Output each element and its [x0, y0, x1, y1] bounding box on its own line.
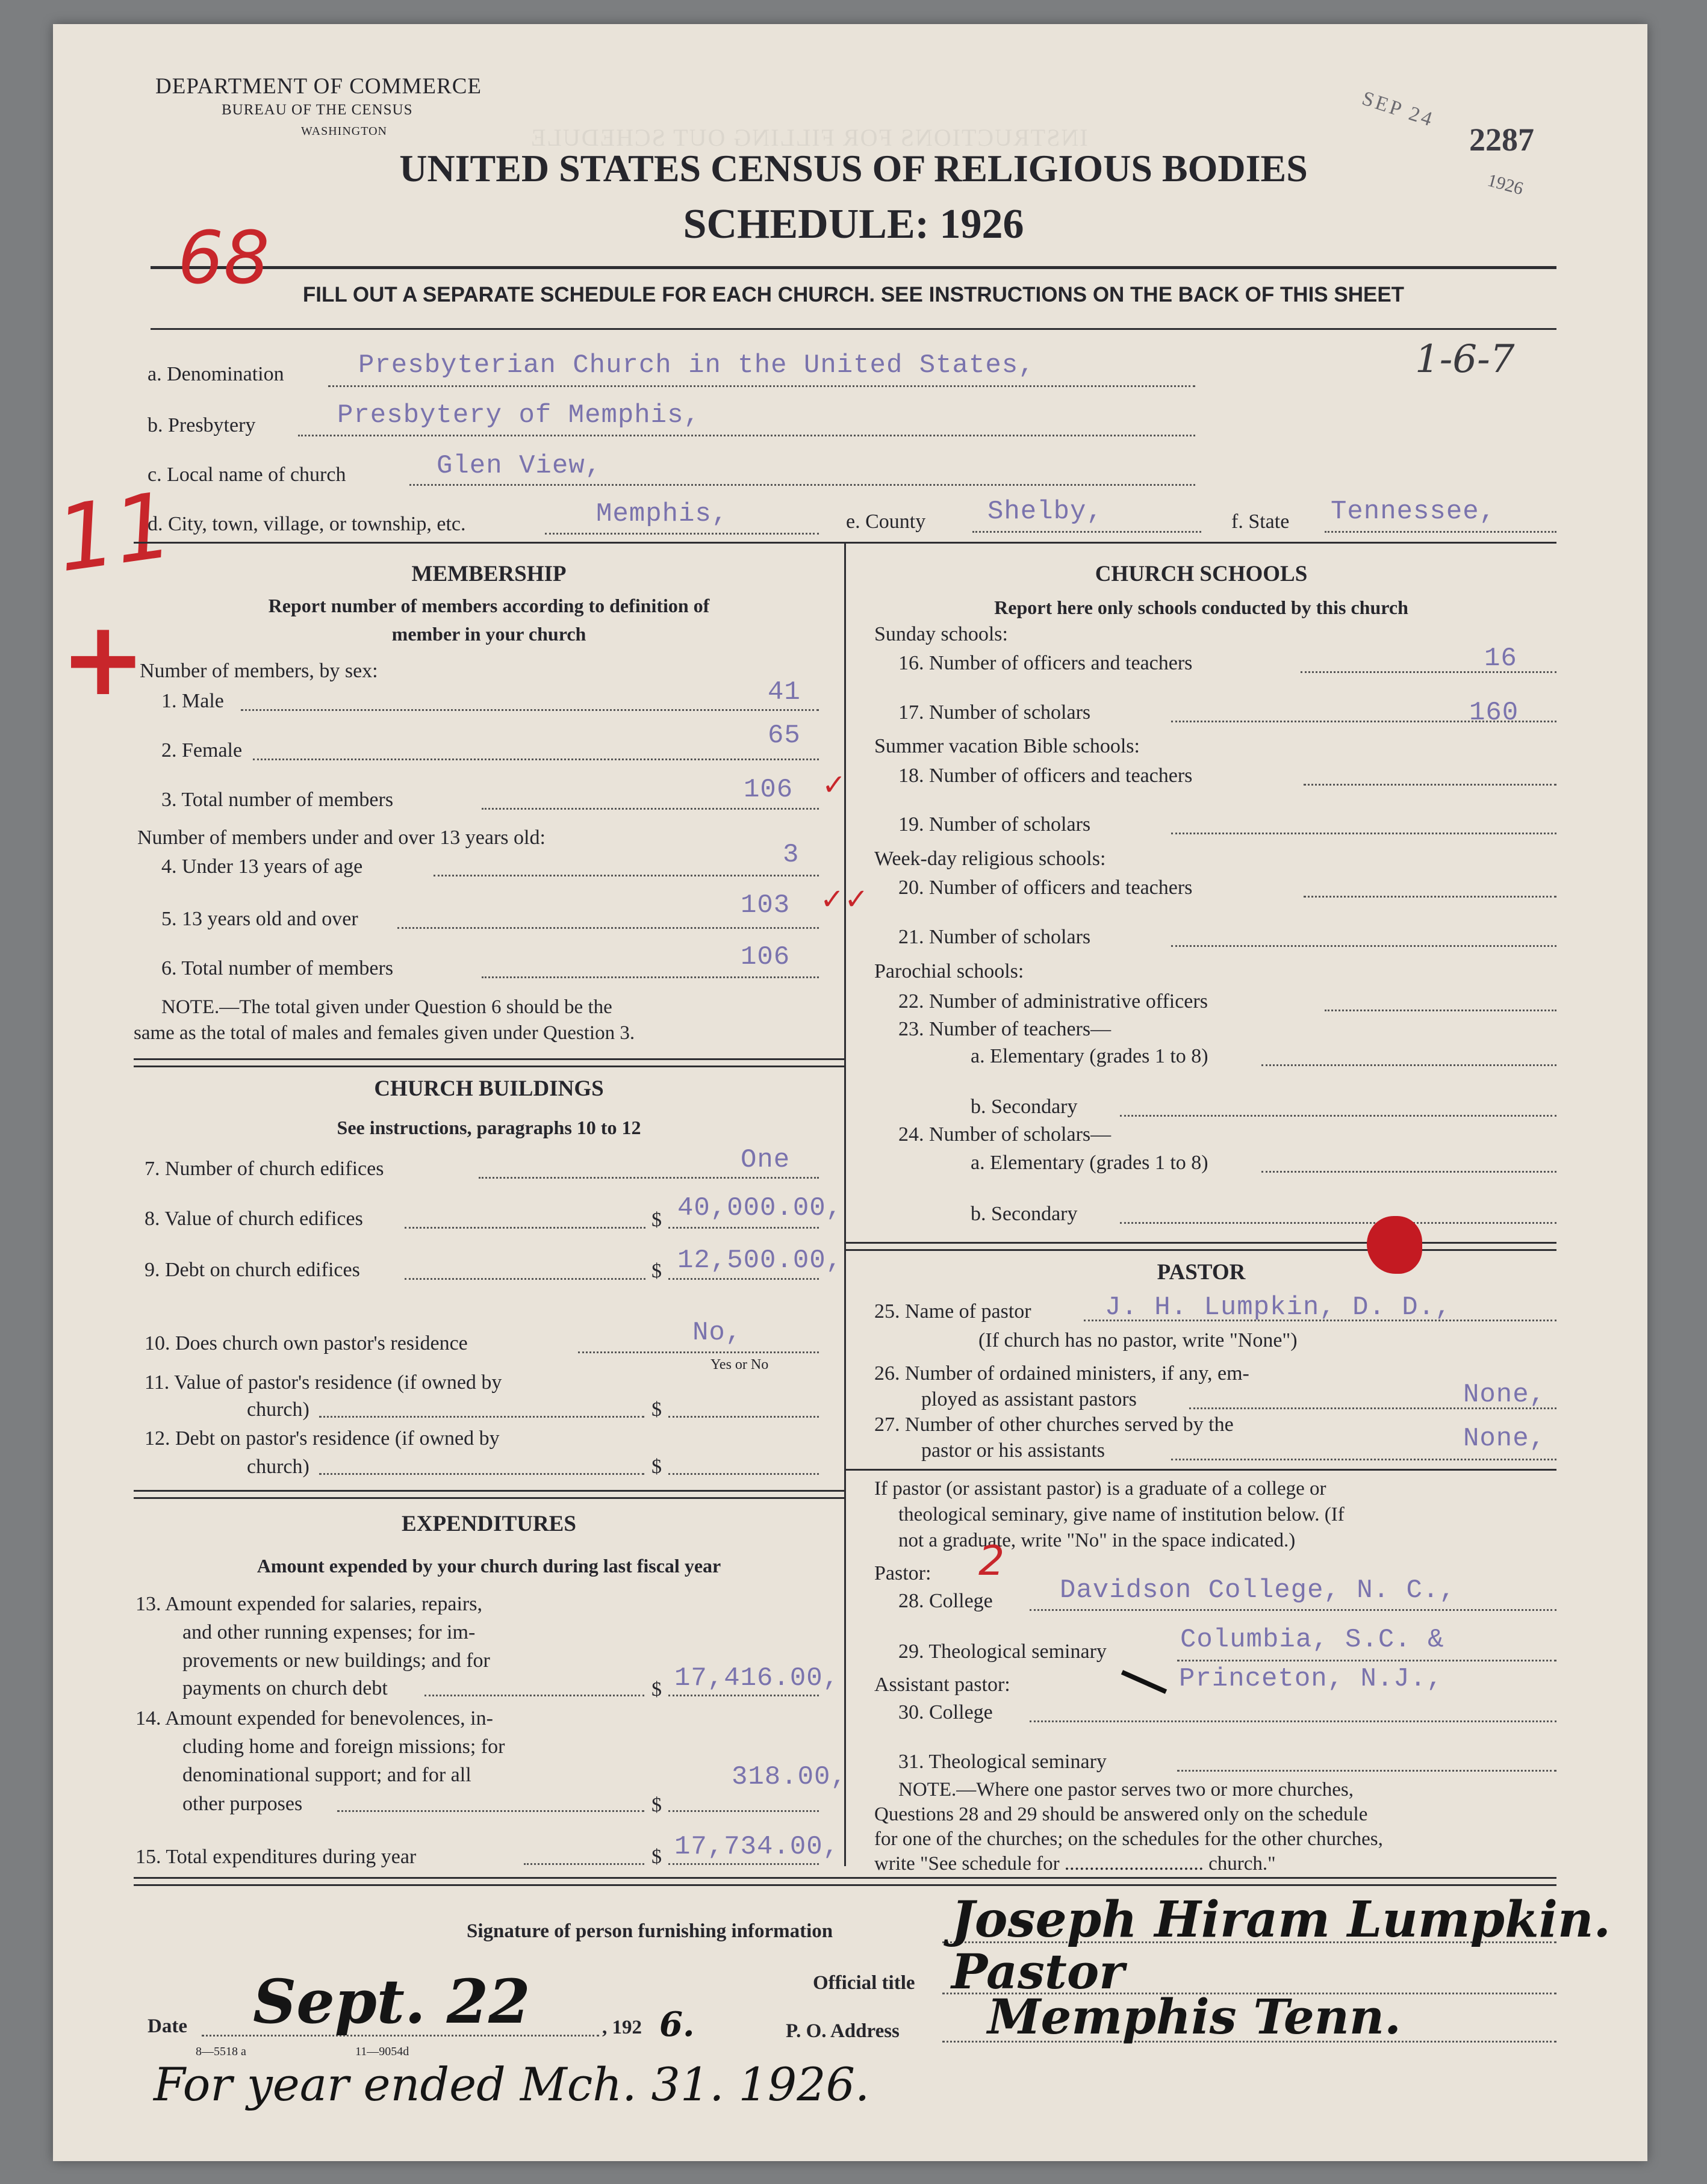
summer-scholars-label: 19. Number of scholars: [898, 813, 1091, 836]
denomination-label: a. Denomination: [148, 363, 284, 385]
form-title: UNITED STATES CENSUS OF RELIGIOUS BODIES: [399, 147, 1308, 190]
pastor-section-label: Pastor:: [874, 1562, 931, 1584]
pastor-note-2: Questions 28 and 29 should be answered only on the schedule: [874, 1804, 1368, 1825]
sunday-officers-value: 16: [1484, 644, 1517, 674]
column-divider: [844, 542, 846, 1866]
received-stamp-date: SEP 24: [1359, 87, 1437, 132]
membership-intro-1: Report number of members according to definition of: [268, 595, 710, 616]
schools-heading: CHURCH SCHOOLS: [1095, 562, 1308, 586]
over-13-value: 103: [741, 890, 791, 920]
sunday-scholars-label: 17. Number of scholars: [898, 701, 1091, 724]
total-members-value: 106: [744, 775, 794, 805]
total-expenditures-dollar: $: [651, 1846, 662, 1868]
owns-residence-value: No,: [692, 1318, 742, 1348]
form-number: 8—5518 a: [196, 2045, 246, 2058]
pastor-college-value: Davidson College, N. C.,: [1060, 1575, 1456, 1605]
pastor-seminary-value-1: Columbia, S.C. &: [1180, 1625, 1444, 1655]
edifices-count-label: 7. Number of church edifices: [145, 1158, 384, 1180]
assistant-ministers-label-2: ployed as assistant pastors: [921, 1388, 1137, 1410]
weekday-schools-label: Week-day religious schools:: [874, 848, 1106, 870]
pastor-name-hint: (If church has no pastor, write "None"): [978, 1329, 1298, 1351]
parochial-teachers-label: 23. Number of teachers—: [898, 1018, 1112, 1040]
fill-out-instruction: FILL OUT A SEPARATE SCHEDULE FOR EACH CHURCH. SEE INSTRUCTIONS ON THE BACK OF THIS SHEET: [302, 283, 1405, 306]
po-address-value: Memphis Tenn.: [987, 1988, 1401, 2045]
pastor-name-value: J. H. Lumpkin, D. D.,: [1105, 1292, 1452, 1323]
total-expenditures-amount: 17,734.00,: [674, 1832, 840, 1862]
male-label: 1. Male: [161, 690, 224, 712]
city-town-label: d. City, town, village, or township, etc.: [148, 513, 466, 535]
form-subtitle: SCHEDULE: 1926: [683, 201, 1024, 247]
pastor-name-label: 25. Name of pastor: [874, 1300, 1031, 1323]
handwritten-reference: 1-6-7: [1415, 337, 1515, 382]
total-members-label: 3. Total number of members: [161, 789, 394, 811]
state-label: f. State: [1231, 510, 1290, 533]
year-digit: 6.: [659, 2005, 695, 2044]
benevolences-label-2: cluding home and foreign missions; for: [182, 1736, 505, 1758]
assistant-pastor-label: Assistant pastor:: [874, 1674, 1010, 1696]
header-rule-2: [151, 328, 1556, 330]
assistant-ministers-label-1: 26. Number of ordained ministers, if any, em-: [874, 1362, 1249, 1385]
red-two-mark: 2: [978, 1537, 1005, 1585]
scholars-secondary-label: b. Secondary: [971, 1203, 1078, 1225]
running-expenses-label-4: payments on church debt: [182, 1677, 388, 1699]
assistant-college-label: 30. College: [898, 1701, 993, 1723]
fiscal-year-note: For year ended Mch. 31. 1926.: [154, 2058, 870, 2111]
denomination-value: Presbyterian Church in the United States,: [358, 350, 1035, 380]
owns-residence-label: 10. Does church own pastor's residence: [145, 1332, 468, 1354]
local-name-label: c. Local name of church: [148, 464, 346, 486]
pastor-college-label: 28. College: [898, 1590, 993, 1612]
assistant-seminary-label: 31. Theological seminary: [898, 1751, 1107, 1773]
buildings-subheading: See instructions, paragraphs 10 to 12: [337, 1117, 641, 1138]
female-value: 65: [768, 721, 801, 751]
benevolences-label-3: denominational support; and for all: [182, 1764, 471, 1786]
department-label: DEPARTMENT OF COMMERCE: [155, 74, 482, 99]
running-expenses-label-3: provements or new buildings; and for: [182, 1649, 490, 1672]
graduate-note-3: not a graduate, write "No" in the space indicated.): [898, 1530, 1296, 1551]
benevolences-label-4: other purposes: [182, 1793, 303, 1815]
benevolences-amount: 318.00,: [732, 1762, 847, 1792]
running-expenses-amount: 17,416.00,: [674, 1663, 840, 1693]
residence-debt-dollar: $: [651, 1456, 662, 1478]
residence-value-label-2: church): [247, 1398, 309, 1421]
red-plus-mark: +: [60, 600, 146, 719]
local-name-value: Glen View,: [437, 451, 602, 481]
pastor-seminary-label: 29. Theological seminary: [898, 1640, 1107, 1663]
female-label: 2. Female: [161, 739, 243, 762]
expenditures-heading: EXPENDITURES: [402, 1512, 576, 1536]
assistant-ministers-value: None,: [1463, 1380, 1546, 1410]
parochial-scholars-label: 24. Number of scholars—: [898, 1123, 1112, 1146]
pastor-note-1: NOTE.—Where one pastor serves two or more churches,: [898, 1779, 1354, 1801]
benevolences-dollar: $: [651, 1794, 662, 1816]
other-churches-value: None,: [1463, 1424, 1546, 1454]
po-address-label: P. O. Address: [786, 2020, 900, 2042]
header-rule: [151, 266, 1556, 269]
graduate-note-2: theological seminary, give name of institution below. (If: [898, 1504, 1345, 1525]
signature-label: Signature of person furnishing information: [467, 1920, 833, 1942]
membership-heading: MEMBERSHIP: [411, 562, 567, 586]
running-expenses-label-1: 13. Amount expended for salaries, repairs,: [135, 1593, 482, 1615]
print-number: 11—9054d: [355, 2045, 409, 2058]
teachers-secondary-label: b. Secondary: [971, 1096, 1078, 1118]
red-file-number: 68: [178, 217, 270, 300]
sunday-schools-label: Sunday schools:: [874, 623, 1008, 645]
pastor-note-3: for one of the churches; on the schedules for the other churches,: [874, 1828, 1383, 1850]
pastor-note-4: write "See schedule for ............................ church.": [874, 1853, 1276, 1875]
teachers-elementary-label: a. Elementary (grades 1 to 8): [971, 1045, 1208, 1067]
total-expenditures-label: 15. Total expenditures during year: [135, 1846, 417, 1868]
parochial-admin-label: 22. Number of administrative officers: [898, 990, 1208, 1013]
age-breakdown-label: Number of members under and over 13 years old:: [137, 827, 546, 849]
membership-note-2: same as the total of males and females given under Question 3.: [134, 1022, 635, 1044]
year-prefix: , 192: [602, 2017, 642, 2038]
membership-intro-2: member in your church: [391, 623, 586, 645]
graduate-note-1: If pastor (or assistant pastor) is a graduate of a college or: [874, 1478, 1326, 1500]
sunday-officers-label: 16. Number of officers and teachers: [898, 652, 1193, 674]
edifices-value-label: 8. Value of church edifices: [145, 1208, 363, 1230]
edifices-debt-label: 9. Debt on church edifices: [145, 1259, 360, 1281]
over-13-label: 5. 13 years old and over: [161, 908, 358, 930]
residence-value-dollar: $: [651, 1398, 662, 1421]
total-members-6-value: 106: [741, 942, 791, 972]
other-churches-label-1: 27. Number of other churches served by the: [874, 1413, 1234, 1436]
edifices-count-value: One: [741, 1145, 791, 1175]
received-stamp-year: 1926: [1485, 170, 1526, 199]
under-13-value: 3: [783, 840, 800, 870]
edifices-value-dollar: $: [651, 1209, 662, 1231]
presbytery-label: b. Presbytery: [148, 414, 256, 436]
membership-note-1: NOTE.—The total given under Question 6 should be the: [161, 996, 612, 1018]
state-value: Tennessee,: [1331, 497, 1496, 527]
bureau-label: BUREAU OF THE CENSUS: [222, 102, 413, 118]
residence-value-label-1: 11. Value of pastor's residence (if owned by: [145, 1371, 502, 1394]
buildings-heading: CHURCH BUILDINGS: [374, 1076, 604, 1101]
schools-subheading: Report here only schools conducted by this church: [994, 597, 1408, 618]
summer-officers-label: 18. Number of officers and teachers: [898, 765, 1193, 787]
running-expenses-dollar: $: [651, 1678, 662, 1701]
edifices-debt-amount: 12,500.00,: [677, 1246, 843, 1276]
official-title-value: Pastor: [951, 1943, 1125, 2000]
parochial-schools-label: Parochial schools:: [874, 960, 1024, 982]
county-label: e. County: [846, 510, 926, 533]
red-check-mark: ✓: [822, 768, 847, 802]
edifices-value-amount: 40,000.00,: [677, 1193, 843, 1223]
edifices-debt-dollar: $: [651, 1260, 662, 1282]
city-town-value: Memphis,: [596, 499, 729, 529]
show-through-text: INSTRUCTIONS FOR FILLING OUT SCHEDULE: [530, 124, 1088, 151]
pastor-seminary-value-2: Princeton, N.J.,: [1179, 1664, 1443, 1694]
signature-value: Joseph Hiram Lumpkin.: [951, 1891, 1611, 1949]
under-13-label: 4. Under 13 years of age: [161, 855, 363, 878]
residence-debt-label-2: church): [247, 1456, 309, 1478]
weekday-scholars-label: 21. Number of scholars: [898, 926, 1091, 948]
county-value: Shelby,: [987, 497, 1103, 527]
date-value: Sept. 22: [253, 1966, 530, 2037]
summer-schools-label: Summer vacation Bible schools:: [874, 735, 1140, 757]
official-title-label: Official title: [813, 1972, 915, 1994]
total-members-6-label: 6. Total number of members: [161, 957, 394, 979]
red-double-check: ✓✓: [820, 883, 869, 916]
expenditures-subheading: Amount expended by your church during last fiscal year: [257, 1555, 721, 1577]
residence-debt-label-1: 12. Debt on pastor's residence (if owned by: [145, 1427, 500, 1450]
sunday-scholars-value: 160: [1469, 698, 1519, 728]
pastor-heading: PASTOR: [1157, 1260, 1246, 1285]
red-side-mark: 11: [50, 473, 179, 593]
weekday-officers-label: 20. Number of officers and teachers: [898, 876, 1193, 899]
benevolences-label-1: 14. Amount expended for benevolences, in-: [135, 1707, 493, 1730]
male-value: 41: [768, 677, 801, 707]
yes-or-no-hint: Yes or No: [710, 1357, 769, 1373]
other-churches-label-2: pastor or his assistants: [921, 1439, 1105, 1462]
members-by-sex-label: Number of members, by sex:: [140, 660, 378, 682]
city-label: WASHINGTON: [301, 125, 387, 138]
received-stamp-number: 2287: [1469, 122, 1534, 158]
presbytery-value: Presbytery of Memphis,: [337, 400, 700, 430]
scholars-elementary-label: a. Elementary (grades 1 to 8): [971, 1152, 1208, 1174]
date-label: Date: [148, 2015, 187, 2037]
running-expenses-label-2: and other running expenses; for im-: [182, 1621, 476, 1643]
